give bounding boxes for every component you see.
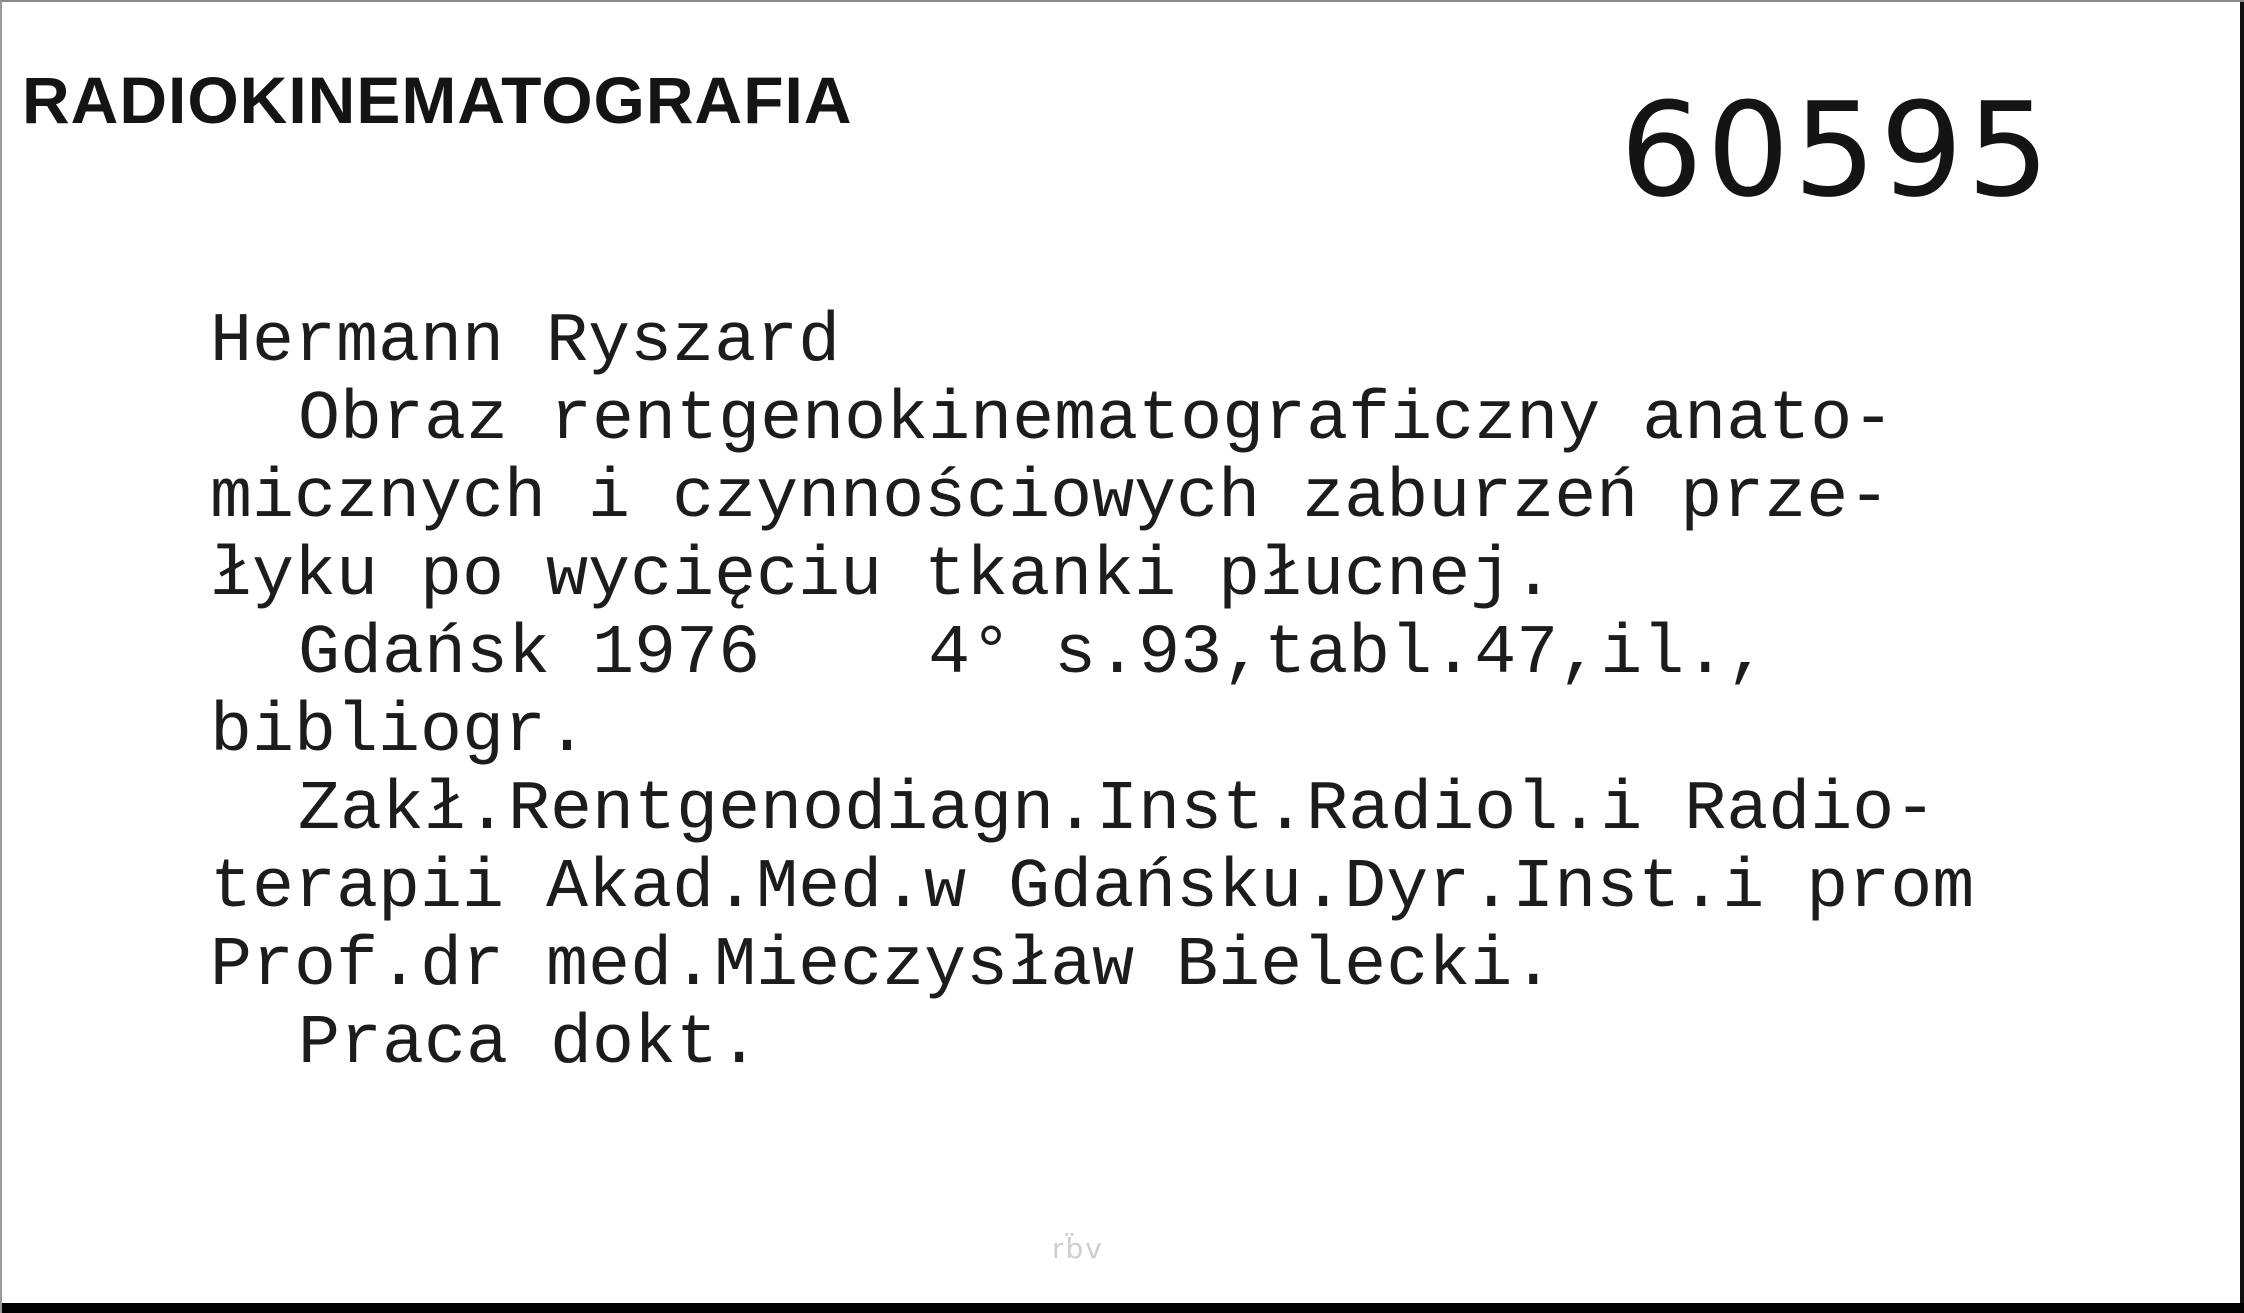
author-line: Hermann Ryszard <box>210 304 841 382</box>
faint-stamp: rb̈v <box>1052 1232 1104 1265</box>
title-line-3: łyku po wycięciu tkanki płucnej. <box>210 538 1555 616</box>
title-line-2: micznych i czynnościowych zaburzeń prze- <box>210 460 1891 538</box>
supervisor-line: Prof.dr med.Mieczysław Bielecki. <box>210 928 1555 1006</box>
card-right-edge <box>2240 2 2244 1313</box>
institution-line-1: Zakł.Rentgenodiagn.Inst.Radiol.i Radio- <box>298 772 1937 850</box>
title-line-1: Obraz rentgenokinematograficzny anato- <box>298 382 1895 460</box>
card-bottom-edge <box>2 1303 2244 1313</box>
bibliography-line: bibliogr. <box>210 694 589 772</box>
thesis-note-line: Praca dokt. <box>298 1006 761 1084</box>
catalog-number: 60595 <box>1620 74 2054 226</box>
card-description <box>210 304 2240 1084</box>
institution-line-2: terapii Akad.Med.w Gdańsku.Dyr.Inst.i prom <box>210 850 1975 928</box>
subject-heading: RADIOKINEMATOGRAFIA <box>22 63 853 137</box>
imprint-line: Gdańsk 1976 4° s.93,tabl.47,il., <box>298 616 1769 694</box>
